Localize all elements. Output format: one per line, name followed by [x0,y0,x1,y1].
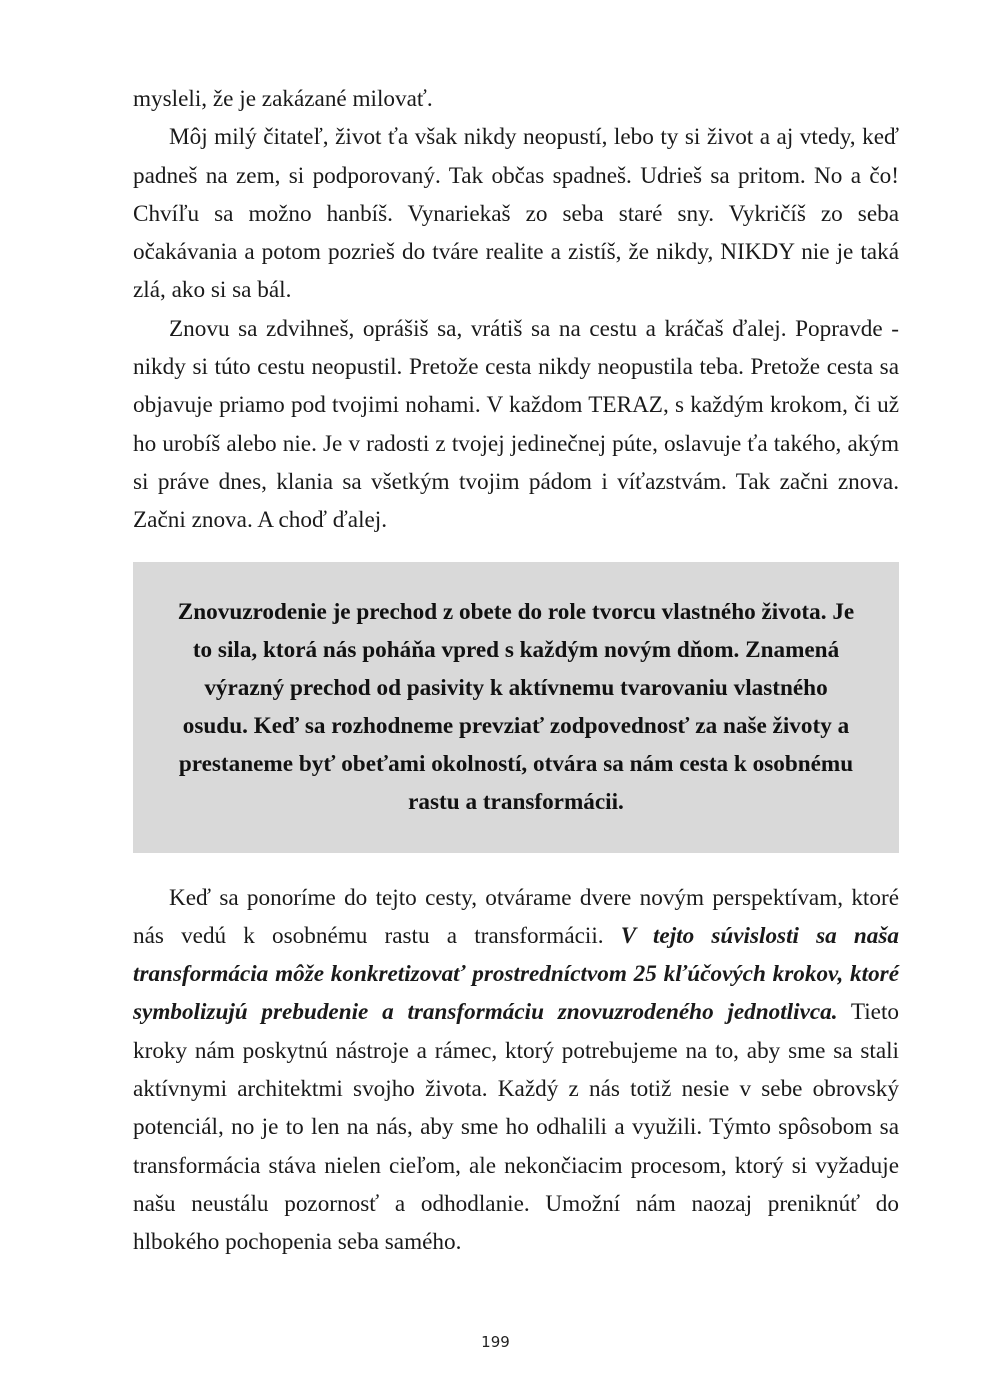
page-number: 199 [481,1333,510,1351]
paragraph-tail-text: Tieto kroky nám poskytnú nástroje a rámec, ktorý potrebujeme na to, aby sme sa stali aktívnymi architektmi svojho života. Každý z nás totiž nesie v sebe obrovský potenciál, no je to len na nás, aby sme ho odhalili a využili. Týmto spôsobom sa transformácia stáva nielen cieľom, ale nekončiacim procesom, ktorý si vyžaduje našu neustálu pozornosť a odhodlanie. Umožní nám naozaj preniknúť do hlbokého pochopenia seba samého. [133,999,899,1256]
emphasized-text: V tejto súvislosti sa naša transformácia môže konkretizovať prostredníctvom 25 kľúčových krokov, ktoré symbolizujú prebudenie a transformáciu znovuzrodeného jednotlivca. [133,922,899,1026]
highlight-box-text: Znovuzrodenie je prechod z obete do role tvorcu vlastného života. Je to sila, ktorá nás poháňa vpred s každým novým dňom. Znamená výrazný prechod od pasivity k aktívnemu tvarovaniu vlastného osudu. Keď sa rozhodneme prevziať zodpovednosť za naše životy a prestaneme byť obeťami okolností, otvára sa nám cesta k osobnému rastu a transformácii. [177,598,855,815]
paragraph-rise-again: Znovu sa zdvihneš, oprášiš sa, vrátiš sa na cestu a kráčaš ďalej. Popravde - nikdy si túto cestu neopustil. Pretože cesta nikdy neopustila teba. Pretože cesta sa objavuje priamo pod tvojimi nohami. V každom TERAZ, s každým krokom, či už ho urobíš alebo nie. Je v radosti z tvojej jedinečnej púte, oslavuje ťa takého, akým si práve dnes, klania sa všetkým tvojim pádom i víťazstvám. Tak začni znova. Začni znova. A choď ďalej. [133,315,899,534]
page-body [133,80,899,1262]
paragraph-continuation: mysleli, že je zakázané milovať. [133,86,433,112]
highlight-box [133,562,899,853]
paragraph-reader-address: Môj milý čitateľ, život ťa však nikdy neopustí, lebo ty si život a aj vtedy, keď padneš na zem, si podporovaný. Tak občas spadneš. Udrieš sa pritom. No a čo! Chvíľu sa možno hanbíš. Vynariekaš zo seba staré sny. Vykričíš zo seba očakávania a potom pozrieš do tváre realite a zistíš, že nikdy, NIKDY nie je taká zlá, ako si sa bál. [133,124,899,304]
paragraph-transformation-steps [133,879,899,1262]
paragraph-lead-text: Keď sa ponoríme do tejto cesty, otvárame dvere novým perspektívam, ktoré nás vedú k osobnému rastu a transformácii. [133,884,899,949]
